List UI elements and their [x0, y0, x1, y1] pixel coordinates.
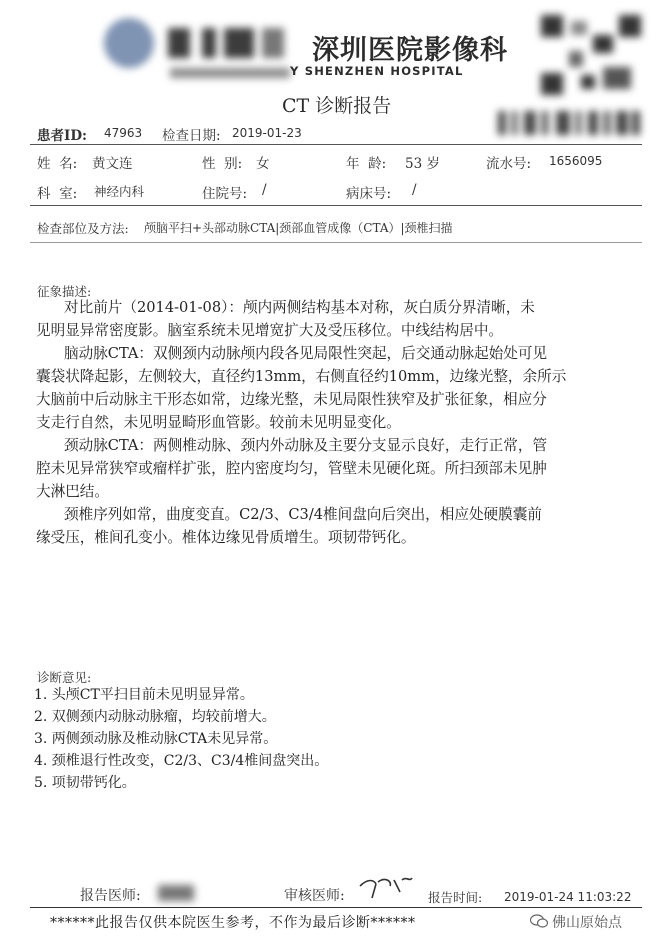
diagnosis-item: 5. 项韧带钙化。: [34, 775, 136, 791]
text-line: 缘受压，椎间孔变小。椎体边缘见骨质增生。项韧带钙化。: [36, 529, 416, 546]
diagnosis-heading: 诊断意见:: [37, 670, 92, 685]
text-line: 对比前片（2014-01-08）：颅内两侧结构基本对称，灰白质分界清晰，未: [64, 299, 535, 316]
text-line: 大淋巴结。: [36, 483, 109, 500]
dept-value: 神经内科: [94, 184, 145, 199]
hospital-logo-redacted: [104, 18, 310, 68]
exam-method-value: 颅脑平扫+头部动脉CTA|颈部血管成像（CTA）|颈椎扫描: [144, 221, 453, 235]
age-label: 年 龄:: [346, 156, 387, 172]
hospital-name-en: Y SHENZHEN HOSPITAL: [290, 64, 464, 78]
patient-id-value: 47963: [104, 126, 143, 140]
text-line: 脑动脉CTA：双侧颈内动脉颅内段各见局限性突起，后交通动脉起始处可见: [64, 345, 548, 362]
sex-value: 女: [256, 156, 270, 172]
hospital-name-cn: 深圳医院影像科: [312, 35, 508, 66]
report-time-value: 2019-01-24 11:03:22: [504, 890, 632, 904]
divider: [30, 242, 642, 243]
diagnosis-item: 1. 头颅CT平扫目前未见明显异常。: [34, 687, 254, 703]
diagnosis-item: 3. 两侧颈动脉及椎动脉CTA未见异常。: [34, 731, 278, 747]
watermark-text: 佛山原始点: [552, 915, 622, 931]
name-value: 黄文连: [92, 156, 133, 172]
text-line: 大脑前中后动脉主干形态如常，边缘光整，未见局限性狭窄及扩张征象，相应分: [36, 391, 547, 408]
divider: [30, 144, 642, 145]
inpatient-label: 住院号:: [202, 186, 248, 202]
exam-date-label: 检查日期:: [162, 128, 221, 144]
serial-label: 流水号:: [486, 156, 532, 172]
text-line: 见明显异常密度影。脑室系统未见增宽扩大及受压移位。中线结构居中。: [36, 322, 504, 339]
exam-date-value: 2019-01-23: [232, 126, 302, 140]
divider: [30, 907, 642, 908]
wechat-icon: [530, 914, 548, 928]
text-line: 支走行自然，未见明显畸形血管影。较前未见明显变化。: [36, 414, 401, 431]
findings-body: [36, 296, 646, 549]
findings-para-3: [36, 434, 646, 503]
bed-value: /: [412, 182, 417, 198]
patient-id-label: 患者ID:: [37, 128, 88, 144]
text-line: 颈动脉CTA：两侧椎动脉、颈内外动脉及主要分支显示良好，走行正常，管: [64, 437, 548, 454]
diagnosis-item: 2. 双侧颈内动脉动脉瘤，均较前增大。: [34, 709, 276, 725]
reviewer-signature: [356, 872, 416, 900]
exam-method-label: 检查部位及方法:: [37, 221, 129, 236]
serial-value: 1656095: [549, 154, 603, 168]
reviewer-label: 审核医师:: [284, 888, 345, 904]
age-value: 53 岁: [405, 156, 440, 172]
reporter-label: 报告医师:: [80, 888, 141, 904]
sex-label: 性 别:: [202, 156, 243, 172]
qr-code-redacted: [541, 15, 641, 95]
divider: [30, 205, 642, 206]
barcode-redacted: [498, 111, 642, 135]
text-line: 囊袋状降起影，左侧较大，直径约13mm，右侧直径约10mm，边缘光整，余所示: [36, 368, 567, 385]
text-line: 颈椎序列如常，曲度变直。C2/3、C3/4椎间盘向后突出，相应处硬膜囊前: [64, 506, 542, 523]
diagnosis-list: [34, 684, 634, 794]
footer-disclaimer: ******此报告仅供本院医生参考，不作为最后诊断******: [50, 915, 416, 931]
findings-para-4: [36, 503, 646, 549]
text-line: 腔未见异常狭窄或瘤样扩张，腔内密度均匀，管壁未见硬化斑。所扫颈部未见肿: [36, 460, 547, 477]
inpatient-value: /: [262, 182, 267, 198]
reporter-signature-redacted: [158, 885, 194, 901]
findings-para-1: [36, 296, 646, 342]
report-time-label: 报告时间:: [428, 890, 483, 905]
dept-label: 科 室:: [37, 186, 78, 202]
report-title: CT 诊断报告: [282, 95, 392, 117]
findings-para-2: [36, 342, 646, 434]
findings-heading: 征象描述:: [37, 284, 92, 299]
bed-label: 病床号:: [346, 186, 392, 202]
name-label: 姓 名:: [37, 156, 78, 172]
diagnosis-item: 4. 颈椎退行性改变，C2/3、C3/4椎间盘突出。: [34, 753, 329, 769]
